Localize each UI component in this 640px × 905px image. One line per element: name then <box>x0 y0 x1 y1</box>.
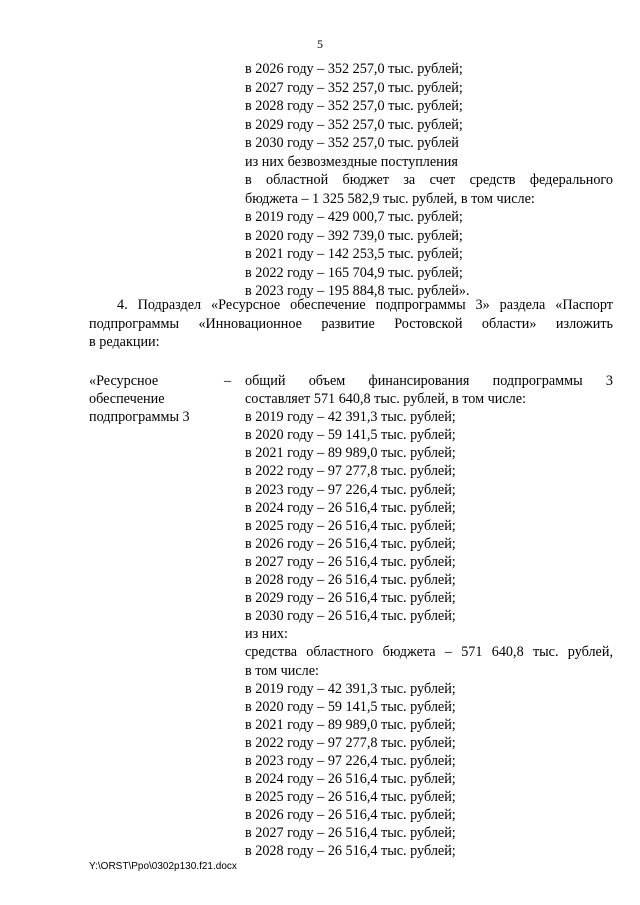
text-line: из них: <box>245 626 288 643</box>
text-line: средства областного бюджета – 571 640,8 тыс. рублей, <box>245 644 613 661</box>
section-label <box>89 372 239 426</box>
text-line: в 2029 году – 352 257,0 тыс. рублей; <box>245 116 463 133</box>
year-line: в 2027 году – 26 516,4 тыс. рублей; <box>245 825 456 842</box>
text-line: из них безвозмездные поступления <box>245 153 458 170</box>
text-line: в 2023 году – 195 884,8 тыс. рублей». <box>245 283 470 299</box>
label-line: обеспечение <box>89 391 165 407</box>
text-line: в том числе: <box>245 662 319 679</box>
year-line: в 2029 году – 26 516,4 тыс. рублей; <box>245 590 456 607</box>
text-line: в 2028 году – 352 257,0 тыс. рублей; <box>245 98 463 114</box>
paragraph-line: подпрограммы «Инновационное развитие Ростовской области» изложить <box>89 315 613 332</box>
year-line: в 2030 году – 26 516,4 тыс. рублей; <box>245 608 456 625</box>
page-number: 5 <box>317 37 323 51</box>
top-funding-block <box>245 60 613 301</box>
year-line: в 2019 году – 42 391,3 тыс. рублей; <box>245 409 456 426</box>
year-line: в 2026 году – 26 516,4 тыс. рублей; <box>245 535 456 552</box>
text-line: в 2026 году – 352 257,0 тыс. рублей; <box>245 61 463 77</box>
main-funding-block <box>245 372 613 861</box>
year-line: в 2027 году – 26 516,4 тыс. рублей; <box>245 553 456 570</box>
text-line: в 2027 году – 352 257,0 тыс. рублей; <box>245 79 463 96</box>
year-line: в 2021 году – 89 989,0 тыс. рублей; <box>245 716 456 733</box>
text-line: бюджета – 1 325 582,9 тыс. рублей, в том числе: <box>245 190 535 207</box>
text-line: в областной бюджет за счет средств федерального <box>245 172 613 188</box>
paragraph-line: в редакции: <box>89 334 160 350</box>
year-line: в 2022 году – 97 277,8 тыс. рублей; <box>245 734 456 751</box>
text-line: в 2019 году – 429 000,7 тыс. рублей; <box>245 209 463 225</box>
year-line: в 2020 году – 59 141,5 тыс. рублей; <box>245 427 456 444</box>
text-line: в 2022 году – 165 704,9 тыс. рублей; <box>245 264 463 281</box>
label-line: подпрограммы 3 <box>89 409 190 425</box>
paragraph-line: 4. Подраздел «Ресурсное обеспечение подпрограммы 3» раздела «Паспорт <box>117 297 613 313</box>
text-line: в 2021 году – 142 253,5 тыс. рублей; <box>245 246 463 262</box>
text-line: составляет 571 640,8 тыс. рублей, в том числе: <box>245 391 526 408</box>
year-line: в 2023 году – 97 226,4 тыс. рублей; <box>245 481 456 498</box>
file-path-footer: Y:\ORST\Ppo\0302p130.f21.docx <box>89 861 237 872</box>
year-line: в 2028 году – 26 516,4 тыс. рублей; <box>245 572 456 589</box>
text-line: общий объем финансирования подпрограммы 3 <box>245 373 613 389</box>
label-line: «Ресурсное <box>89 373 159 389</box>
year-line: в 2025 году – 26 516,4 тыс. рублей; <box>245 789 456 806</box>
year-line: в 2021 году – 89 989,0 тыс. рублей; <box>245 445 456 462</box>
year-line: в 2020 году – 59 141,5 тыс. рублей; <box>245 698 456 715</box>
text-line: в 2030 году – 352 257,0 тыс. рублей <box>245 135 459 151</box>
year-line: в 2025 году – 26 516,4 тыс. рублей; <box>245 517 456 534</box>
year-line: в 2024 году – 26 516,4 тыс. рублей; <box>245 499 456 516</box>
year-line: в 2024 году – 26 516,4 тыс. рублей; <box>245 771 456 788</box>
year-line: в 2019 году – 42 391,3 тыс. рублей; <box>245 680 456 697</box>
amendment-paragraph <box>89 296 613 352</box>
year-line: в 2023 году – 97 226,4 тыс. рублей; <box>245 752 456 769</box>
year-line: в 2028 году – 26 516,4 тыс. рублей; <box>245 843 456 860</box>
year-line: в 2026 году – 26 516,4 тыс. рублей; <box>245 807 456 824</box>
text-line: в 2020 году – 392 739,0 тыс. рублей; <box>245 227 463 244</box>
year-line: в 2022 году – 97 277,8 тыс. рублей; <box>245 463 456 480</box>
label-dash: – <box>224 373 232 389</box>
